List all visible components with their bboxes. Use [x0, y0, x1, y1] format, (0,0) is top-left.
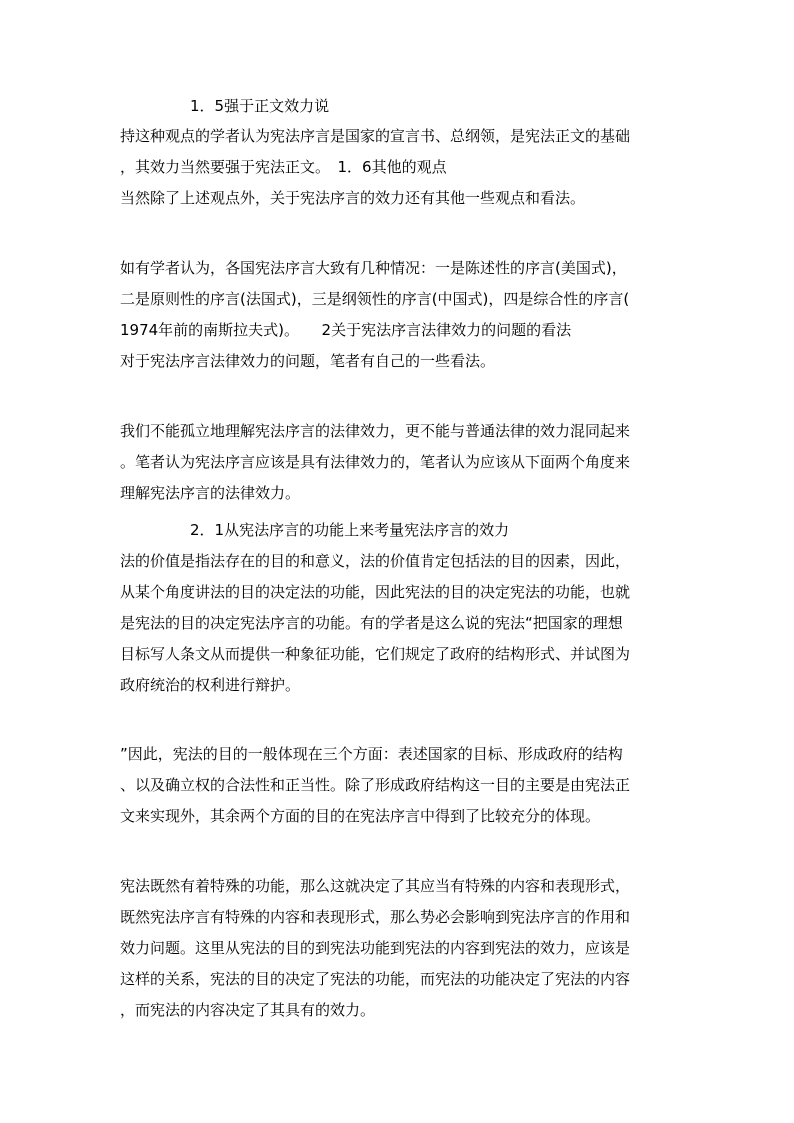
text-line: 。笔者认为宪法序言应该是具有法律效力的，笔者认为应该从下面两个角度来 — [120, 453, 631, 471]
text-line: 理解宪法序言的法律效力。 — [120, 484, 301, 502]
heading-1-5: 1．5强于正文效力说 — [190, 97, 330, 115]
text-line: 是宪法的目的决定宪法序言的功能。有的学者是这么说的宪法“把国家的理想 — [120, 614, 623, 632]
text-line: 持这种观点的学者认为宪法序言是国家的宣言书、总纲领，是宪法正文的基础 — [120, 127, 631, 145]
text-line: 从某个角度讲法的目的决定法的功能，因此宪法的目的决定宪法的功能，也就 — [120, 583, 631, 601]
text-line: 我们不能孤立地理解宪法序言的法律效力，更不能与普通法律的效力混同起来 — [120, 422, 631, 440]
text-line: 法的价值是指法存在的目的和意义，法的价值肯定包括法的目的因素，因此， — [120, 552, 631, 570]
text-line: ，其效力当然要强于宪法正文。 1．6其他的观点 — [120, 158, 447, 176]
text-line: 宪法既然有着特殊的功能，那么这就决定了其应当有特殊的内容和表现形式， — [120, 877, 631, 895]
text-line: 1974年前的南斯拉夫式)。 2关于宪法序言法律效力的问题的看法 — [120, 321, 572, 339]
text-line: ，而宪法的内容决定了其具有的效力。 — [120, 1001, 376, 1019]
text-line: 二是原则性的序言(法国式)，三是纲领性的序言(中国式)，四是综合性的序言( — [120, 290, 630, 308]
text-line: 效力问题。这里从宪法的目的到宪法功能到宪法的内容到宪法的效力，应该是 — [120, 939, 631, 957]
text-line: 既然宪法序言有特殊的内容和表现形式，那么势必会影响到宪法序言的作用和 — [120, 908, 631, 926]
text-line: 文来实现外，其余两个方面的目的在宪法序言中得到了比较充分的体现。 — [120, 807, 601, 825]
text-line: 目标写人条文从而提供一种象征功能，它们规定了政府的结构形式、并试图为 — [120, 645, 631, 663]
text-line: 对于宪法序言法律效力的问题，笔者有自己的一些看法。 — [120, 352, 496, 370]
text-line: ”因此，宪法的目的一般体现在三个方面：表述国家的目标、形成政府的结构 — [120, 745, 623, 763]
text-line: 这样的关系，宪法的目的决定了宪法的功能，而宪法的功能决定了宪法的内容 — [120, 970, 631, 988]
text-line: 当然除了上述观点外，关于宪法序言的效力还有其他一些观点和看法。 — [120, 189, 586, 207]
text-line: 、以及确立权的合法性和正当性。除了形成政府结构这一目的主要是由宪法正 — [120, 776, 631, 794]
heading-2-1: 2．1从宪法序言的功能上来考量宪法序言的效力 — [190, 521, 510, 539]
text-line: 政府统治的权利进行辩护。 — [120, 676, 301, 694]
text-line: 如有学者认为，各国宪法序言大致有几种情况：一是陈述性的序言(美国式)， — [120, 259, 627, 277]
